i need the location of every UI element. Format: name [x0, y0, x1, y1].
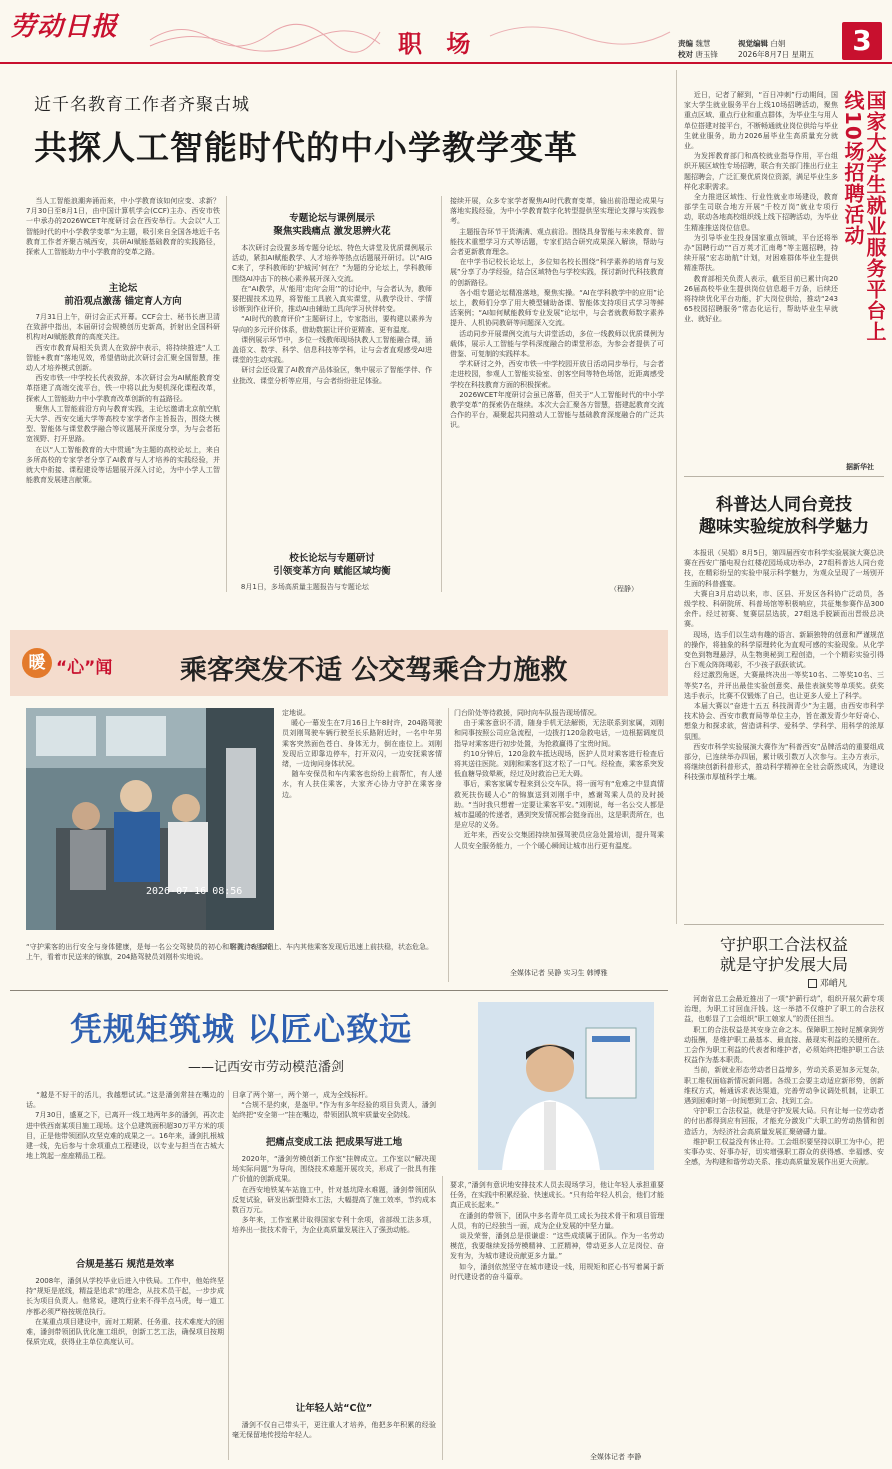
- feature-col1-subhead: 合规是基石 规范是效率: [75, 1259, 175, 1270]
- sidebar-separator-1: [684, 476, 884, 477]
- warm-headline: 乘客突发不适 公交驾乘合力施救: [180, 655, 568, 686]
- photo-timestamp: 2026-07-16 08:56: [146, 886, 243, 897]
- lead-col3-body: 接续开展，众多专家学者聚焦AI时代教育变革，输出前沿理论成果与落地实践经验，为中小学教育数字化转型提供坚实理论支撑与实践参考。 主题报告环节干货满满、观点前沿。围绕具身智能与未来教育、智能技术重塑学习方式等话题，专家们结合研究成果深入解读，帮助与会者更新教育理念。 在中学书记校长论坛上，多位知名校长围绕“科学素养的培育与发展”分享了办学经验，结合区域特色与学校实践，探讨新时代科技教育的创新路径。 各小组专题论坛精准落地，聚焦实操。“AI在学科教学中的应用”论坛上，教师们分享了用大模型辅助备课、智能体支持项目式学习等鲜活案例；“AI如何赋能教师专业发展”论坛中，与会者就教师数字素养提升、人机协同教研等问题深入交流。 活动同步开展课例交流与大讲堂活动，多位一线教师以优质课例为载体，展示人工智能与学科深度融合的课堂形态，为参会者提供了可借鉴、可复制的实践样本。 学术研讨之外，西安市铁一中学校园开放日活动同步举行，与会者走进校园，参观人工智能实验室、创客空间等特色场馆，近距离感受学校在科技教育方面的积极探索。 2026WCET年度研讨会虽已落幕，但关于“人工智能时代的中小学教学变革”的探索仍在继续。本次大会汇聚各方智慧，搭建起教育交流合作的平台，凝聚起共同推动人工智能与基础教育深度融合的广泛共识。: [450, 197, 665, 430]
- commentary-author: 邓峭凡: [819, 979, 847, 989]
- science-headline-2: 趣味实验绽放科学魅力: [699, 517, 869, 537]
- newspaper-logo: 劳动日报: [10, 12, 119, 42]
- section-separator: [10, 990, 668, 991]
- lead-col3-byline: （程静）: [610, 585, 638, 593]
- worker-portrait-illustration: [478, 1002, 654, 1170]
- lead-col2-body: 本次研讨会设置多场专题分论坛、特色大讲堂及优质课例展示活动，紧扣AI赋能教学、人才培养等热点话题展开研讨。以“AIGC来了，学科教师的‘护城河’何在？”为题的分论坛上，学科教师围绕AI冲击下的核心素养展开深入交流。 在“AI教学，从‘能用’走向‘会用’”的讨论中，与会者认为，教师要把握技术边界，将智能工具嵌入真实课堂，从教学设计、学情诊断到作业评价，推动AI由辅助工具向学习伙伴转变。 “AI时代的教育评价”主题研讨上，专家指出，要构建以素养为导向的多元评价体系，借助数据让评价更精准、更有温度。 课例展示环节中，多位一线教师现场执教人工智能融合课，涵盖语文、数学、科学、信息科技等学科，让与会者直观感受AI进课堂的生动实践。 研讨会还设置了AI教育产品体验区，集中展示了智能学伴、作业批改、课堂分析等应用，与会者纷纷驻足体验。: [232, 244, 433, 385]
- commentary-headline-2: 就是守护发展大局: [719, 955, 848, 974]
- feature-col3-body: 要求，”潘剑有意识地安排技术人员去现场学习，他让年轻人承担重要任务，在实践中积累经验、快速成长。“只有给年轻人机会，他们才能真正成长起来。” 在潘剑的带领下，团队中多名青年员工成长为技术骨干和项目管理人员，有的已经独当一面，成为企业发展的中坚力量。 谈及荣誉，潘剑总是很谦虚：“这些成绩属于团队。作为一名劳动模范，我要继续发扬劳模精神、工匠精神，带动更多人立足岗位、奋发有为，为城市建设贡献更多力量。” 如今，潘剑依然坚守在城市建设一线，用规矩和匠心书写着属于新时代建设者的奋斗篇章。: [450, 1181, 665, 1281]
- visual-editor-info: 视觉编辑 白娟 2026年8月7日 星期五: [738, 39, 815, 59]
- feature-col1-body: “越是不好干的活儿，我越想试试。”这是潘剑常挂在嘴边的话。 7月30日，盛夏之下，已离开一线工地两年多的潘剑，再次走进中铁西南某项目施工现场。这个总建筑面积超30万平方米的项目，正是他带领团队攻坚克难的成果之一。16年来，潘剑扎根城建一线，先后参与十余项重点工程建设，以专业与担当在古城大地上筑起一座座精品工程。: [26, 1091, 224, 1161]
- jobs-article-body: 近日，记者了解到，“百日冲刺”行动期间，国家大学生就业服务平台上线10场招聘活动，聚焦重点区域、重点行业和重点群体，为毕业生与用人单位搭建对接平台，不断畅通就业岗位供给与毕业生就业服务，助力2026届毕业生高质量充分就业。 为发挥教育部门和高校就业指导作用，平台组织开展区域性专场招聘，联合有关部门推出行业主题招聘会，广泛汇聚优质岗位资源，满足毕业生多样化求职需求。 全力推进区域性、行业性就业市场建设，教育部学生司联合地方开展“千校万岗”就业专项行动，联动各地高校组织线上线下招聘活动，为毕业生精准推送岗位信息。 为引导毕业生投身国家重点领域，平台还将举办“国聘行动”“百万英才汇南粤”等主题招聘，持续开展“宏志助航”计划，对困难群体毕业生提供精准帮扶。 教育部相关负责人表示，截至目前已累计向2026届高校毕业生提供岗位信息超千万条，后续还将持续优化平台功能，扩大岗位供给，推动“24365校园招聘服务”常态化运行，帮助毕业生早就业、就好业。: [684, 91, 839, 324]
- bus-article-col1: 定地说。 暖心一幕发生在7月16日上午8时许，204路驾驶员刘刚驾驶车辆行驶至长乐路附近时，一名中年男乘客突然面色苍白、身体无力，倒在座位上。刘刚发现后立即靠边停车，打开双闪，一边安抚乘客情绪，一边询问身体状况。 随车安保员和车内乘客也纷纷上前帮忙，有人递水，有人扶住乘客，大家齐心协力守护在乘客身边。: [282, 709, 443, 799]
- feature-col2-subhead2: 让年轻人站“C位”: [295, 1403, 373, 1414]
- author-box-icon: [808, 979, 817, 988]
- feature-col-divider-2: [442, 1176, 443, 1460]
- science-headline-1: 科普达人同台竞技: [716, 495, 852, 515]
- bus-article-col1-tail: 客被待在座椅上、车内其他乘客发现后迅速上前扶稳，状态危急。: [230, 943, 433, 951]
- feature-subhead: ——记西安市劳动模范潘剑: [188, 1060, 345, 1075]
- jobs-headline: 国家大学生就业服务平台上线10场招聘活动: [841, 90, 887, 342]
- warm-news-banner: [10, 630, 668, 696]
- bus-col-divider: [448, 708, 449, 982]
- feature-col2-body3: 潘剑不仅自己带头干，更注重人才培养，他把多年积累的经验毫无保留地传授给年轻人。: [232, 1421, 436, 1440]
- masthead: [0, 0, 892, 64]
- commentary-author-line: [808, 976, 847, 989]
- bus-article-col2: 门台阶处等待救援，同时向车队报告现场情况。 由于乘客意识不清，随身手机无法解锁，无法联系到家属，刘刚和同事按照公司应急流程，一边拨打120急救电话，一边根据调度员指导对乘客进行初步处置，为抢救赢得了宝贵时间。 约10分钟后，120急救车抵达现场，医护人员对乘客进行检查后将其送往医院。刘刚和乘客们这才松了一口气。经检查，乘客系突发低血糖导致晕厥，经过及时救治已无大碍。 事后，乘客家属专程来到公交车队，将一面写有“危难之中显真情 救死扶伤暖人心”的锦旗送到刘刚手中，感谢驾乘人员的及时援助。“当时我只想着一定要让乘客平安。”刘刚说，每一名公交人都是城市温暖的传递者，遇到突发情况都会挺身而出，这是职责所在，也是应尽的义务。 近年来，西安公交集团持续加强驾驶员应急处置培训，提升驾乘人员安全服务能力，一个个暖心瞬间让城市出行更有温度。: [454, 709, 664, 850]
- lead-col2-subhead3: 校长论坛与专题研讨: [289, 553, 375, 564]
- feature-col1-body2: 2008年，潘剑从学校毕业后进入中铁局。工作中，他始终坚持“规矩是底线，精益是追求”的理念，从技术员干起，一步步成长为项目负责人。他常说，建筑行业来不得半点马虎，每一道工序都必须严格按规范执行。 在某重点项目建设中，面对工期紧、任务重、技术难度大的困难，潘剑带领团队优化施工组织，创新工艺工法，确保项目按期保质完成，获得业主单位高度认可。: [26, 1277, 225, 1347]
- science-article-body: 本报讯（吴娟）8月5日，第四届西安市科学实验展演大赛总决赛在西安广播电视台红楼花园场成功举办，27组科普达人同台竞技，在精彩纷呈的实验中展示科学魅力，为观众呈现了一场别开生面的科普盛宴。 大赛自3月启动以来，市、区县、开发区各科协广泛动员，各级学校、科研院所、科普场馆等积极响应，共征集参赛作品300余件。经过初赛、复赛层层选拔，27组选手脱颖而出晋级总决赛。 现场，选手们以生动有趣的语言、新颖独特的创意和严谨规范的操作，将抽象的科学原理转化为直观可感的实验现象。从化学变色到物理悬浮，从生物奥秘到工程创造，一个个精彩实验引得台下观众阵阵喝彩，不少孩子跃跃欲试。 经过激烈角逐，大赛最终决出一等奖10名、二等奖10名、三等奖7名，并评出最佳实验创意奖、最佳表演奖等单项奖。获奖选手表示，比赛不仅锻炼了自己，也让更多人爱上了科学。 本届大赛以“奋进十五五 科技润青少”为主题，由西安市科学技术协会、西安市教育局等单位主办，旨在激发青少年好奇心、想象力和探求欲，营造讲科学、爱科学、学科学、用科学的浓厚氛围。 西安市科学实验展演大赛作为“科普西安”品牌活动的重要组成部分，已连续举办四届，累计吸引数万人次参与。主办方表示，将继续创新科普形式，推动科学精神在全社会蔚然成风，为建设科技强市厚植科学土壤。: [684, 549, 885, 782]
- lead-col2-subhead2: 聚焦实践痛点 激发思辨火花: [273, 226, 391, 237]
- lead-col-divider-2: [441, 196, 442, 592]
- jobs-byline: 据新华社: [846, 463, 874, 471]
- warm-tag-label: “心”闻: [56, 658, 113, 678]
- warm-tag-char: 暖: [28, 653, 46, 673]
- feature-byline: 全媒体记者 李静: [590, 1453, 642, 1461]
- section-name: 职 场: [398, 30, 479, 58]
- page-number-badge: [842, 22, 882, 60]
- lead-col1-intro: 当人工智能浪潮奔涌而来，中小学教育该如何应变、求新？7月30日至8月1日，由中国计算机学会(CCF)主办、西安市铁一中承办的2026WCET年度研讨会在西安举行。大会以“人工智能时代的中小学教学变革”为主题，吸引来自全国各地近千名教育工作者齐聚古城西安，共研AI赋能基础教育的实践路径，探索人工智能助力中小学教育的变革之路。: [26, 197, 220, 257]
- feature-col2-subhead1: 把痛点变成工法 把成果写进工地: [265, 1137, 403, 1148]
- lead-col1-body: 7月31日上午，研讨会正式开幕。CCF会士、秘书长唐卫清在致辞中指出，本届研讨会规模创历史新高，折射出全国科研机构对AI赋能教育的高度关注。 西安市教育局相关负责人在致辞中表示，将持续推进“人工智能+教育”落地见效，希望借助此次研讨会汇聚全国智慧，推动人才培养模式创新。 西安市铁一中学校长代表致辞，本次研讨会为AI赋能教育变革搭建了高端交流平台，铁一中将以此为契机深化课程改革，探索人工智能助力中小学教育改革创新的有益路径。 聚焦人工智能前沿方向与教育实践，主论坛邀请北京航空航天大学、西安交通大学等高校专家学者作主旨报告，围绕大模型、智能体与课堂教学融合等议题展开深度分享，为与会者拓宽视野、打开思路。 在以“人工智能教育的大中贯通”为主题的高校论坛上，来自多所高校的专家学者分享了AI教育与人才培养的实践经验，并就大中衔接、课程建设等话题展开深入讨论，为中小学人工智能教育发展建言献策。: [26, 313, 220, 485]
- feature-col-divider-1: [228, 1090, 229, 1460]
- feature-col2-body2: 2020年，“潘剑劳模创新工作室”挂牌成立。工作室以“解决现场实际问题”为导向，围绕技术难题开展攻关，形成了一批具有推广价值的创新成果。 在西安地铁某车站施工中，针对基坑降水难题，潘剑带领团队反复试验，研发出新型降水工法，大幅提高了施工效率，节约成本数百万元。 多年来，工作室累计取得国家专利十余项，省部级工法多项，培养出一批技术骨干，为企业高质量发展注入了强劲动能。: [232, 1155, 436, 1235]
- decorative-waves: [150, 10, 380, 54]
- warm-tag-circle: [22, 648, 52, 678]
- page-number: 3: [852, 24, 872, 57]
- lead-headline: 共探人工智能时代的中小学教学变革: [34, 128, 578, 167]
- sidebar-separator-2: [684, 924, 884, 925]
- bus-byline: 全媒体记者 吴静 实习生 韩博雅: [510, 969, 608, 977]
- issue-date: 2026年8月7日 星期五: [738, 50, 815, 59]
- lead-col1-subhead1: 主论坛: [108, 283, 138, 294]
- lead-kicker: 近千名教育工作者齐聚古城: [34, 95, 250, 115]
- commentary-headline-1: 守护职工合法权益: [719, 935, 848, 954]
- lead-col1-subhead2: 前沿观点激荡 锚定育人方向: [64, 296, 182, 307]
- feature-headline: 凭规矩筑城 以匠心致远: [70, 1010, 413, 1048]
- lead-col2-tail: 8月1日，多场高质量主题报告与专题论坛: [232, 583, 369, 591]
- feature-col2-body: 目拿了两个第一，两个第一，成为全线标杆。 “合规不是约束，是盔甲。”作为有多年经验的项目负责人，潘剑始终把“安全第一”挂在嘴边，带领团队筑牢质量安全防线。: [232, 1091, 436, 1120]
- worker-portrait-photo: [478, 1002, 654, 1170]
- photo-caption: “守护乘客的出行安全与身体健康，是每一名公交驾驶员的初心和职责。”8月2日上午，看着市民送来的锦旗，204路驾驶员刘刚朴实地说。: [26, 943, 274, 962]
- sidebar-divider: [676, 70, 677, 924]
- lead-col2-subhead1: 专题论坛与课例展示: [289, 213, 375, 224]
- decorative-waves-right: [490, 10, 670, 54]
- bus-rescue-photo: [26, 708, 274, 930]
- lead-col2-subhead4: 引领变革方向 赋能区域均衡: [273, 566, 391, 577]
- lead-col-divider-1: [226, 196, 227, 592]
- editor-info: 责编 魏慧 校对 唐玉锋: [678, 39, 718, 59]
- commentary-body: 河南省总工会最近推出了一项“护薪行动”，组织开展欠薪专项治理，为职工讨回血汗钱。这一举措不仅维护了职工的合法权益，也彰显了工会组织“职工娘家人”的责任担当。 职工的合法权益是其安身立命之本。保障职工按时足额拿到劳动报酬，是维护职工最基本、最直接、最现实利益的关键所在。工会作为职工利益的代表者和维护者，必须始终把维护职工合法权益作为基本职责。 当前，新就业形态劳动者日益增多，劳动关系更加多元复杂，职工维权面临新情况新问题。各级工会要主动适应新形势，创新维权方式，畅通诉求表达渠道，完善劳动争议调处机制，让职工遇到困难时第一时间想到工会、找到工会。 守护职工合法权益，就是守护发展大局。只有让每一位劳动者的付出都得到应有回报，才能充分激发广大职工的劳动热情和创造活力，为经济社会高质量发展汇聚磅礴力量。 维护职工权益没有休止符。工会组织要坚持以职工为中心，把实事办实、好事办好，切实增强职工群众的获得感、幸福感、安全感，为构建和谐劳动关系、推动高质量发展作出更大贡献。: [684, 995, 885, 1167]
